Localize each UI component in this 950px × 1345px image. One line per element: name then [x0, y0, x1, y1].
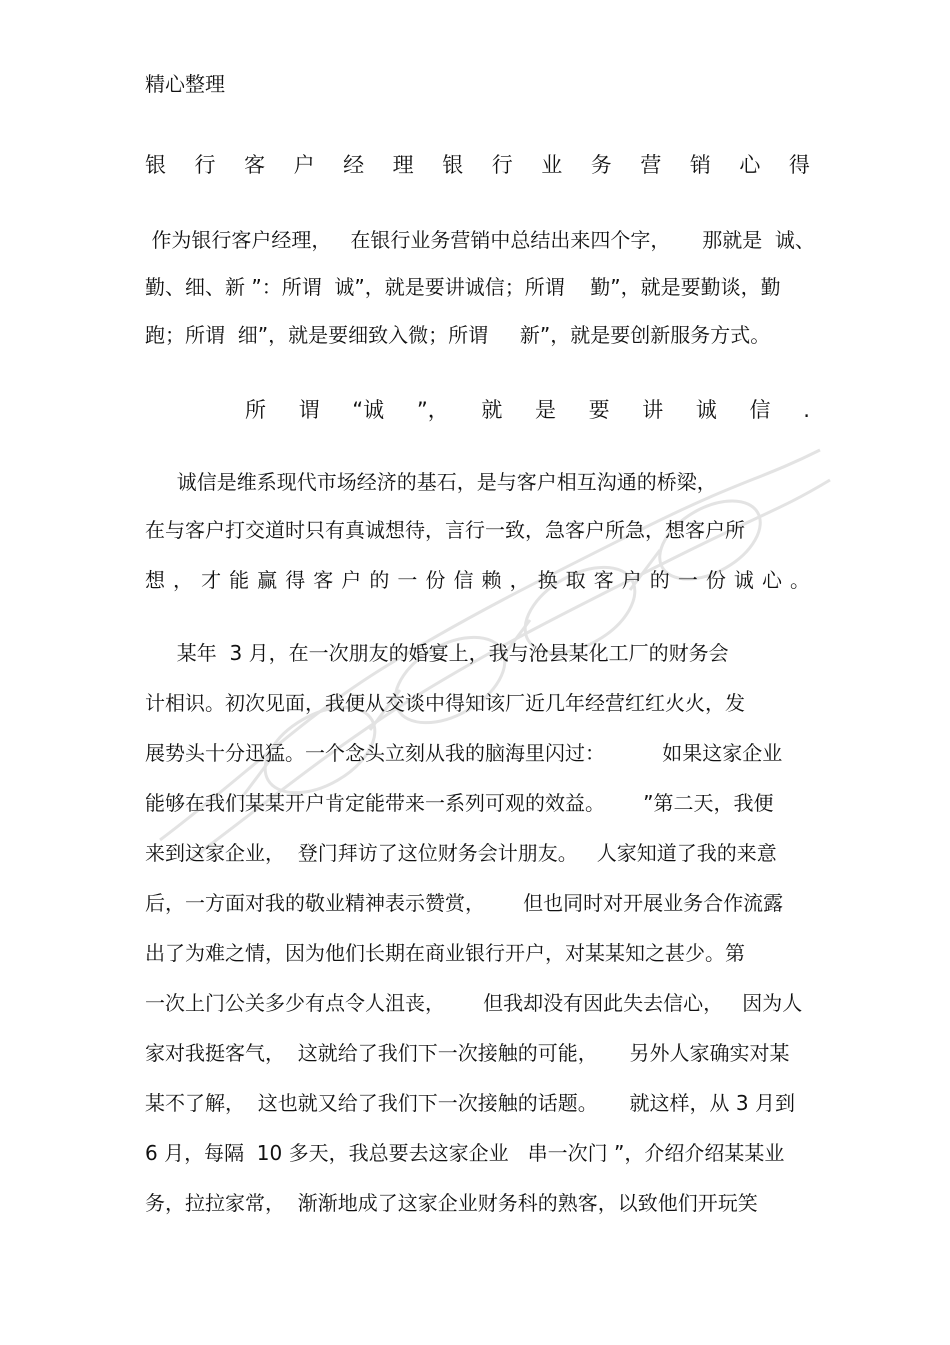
paragraph-line: 后，一方面对我的敬业精神表示赞赏， 但也同时对开展业务合作流露 [145, 891, 784, 915]
paragraph-line: 展势头十分迅猛。一个念头立刻从我的脑海里闪过： 如果这家企业 [145, 741, 783, 765]
document-title [145, 150, 810, 180]
title-char: 行 [491, 153, 513, 177]
title-char: 得 [788, 153, 810, 177]
heading-char: ”， [416, 398, 449, 422]
heading-char: 诚 [695, 398, 717, 422]
paragraph-line: 想，才能赢得客户的一份信赖，换取客户的一份诚心。 [145, 568, 810, 592]
title-char: 银 [145, 153, 166, 177]
paragraph-line: 能够在我们某某开户肯定能带来一系列可观的效益。 ”第二天，我便 [145, 791, 774, 815]
title-char: 理 [392, 153, 414, 177]
section-heading [245, 395, 810, 425]
title-char: 客 [244, 153, 266, 177]
intro-line: 勤、细、新 ”：所谓 诚”，就是要讲诚信；所谓 勤”，就是要勤谈，勤 [145, 275, 781, 299]
paragraph-line: 在与客户打交道时只有真诚想待，言行一致，急客户所急，想客户所 [145, 518, 745, 542]
intro-line: 跑；所谓 细”，就是要细致入微；所谓 新”，就是要创新服务方式。 [145, 323, 771, 347]
title-char: 银 [442, 153, 464, 177]
paragraph-line: 一次上门公关多少有点令人沮丧， 但我却没有因此失去信心， 因为人 [145, 991, 803, 1015]
heading-char: 就 [481, 398, 503, 422]
heading-char: 谓 [298, 398, 320, 422]
heading-char: 要 [588, 398, 610, 422]
title-char: 销 [689, 153, 711, 177]
paragraph-line: 出了为难之情，因为他们长期在商业银行开户，对某某知之甚少。第 [145, 941, 745, 965]
title-char: 经 [343, 153, 365, 177]
paragraph-line: 某不了解， 这也就又给了我们下一次接触的话题。 就这样，从 3 月到 [145, 1091, 795, 1115]
paragraph-line: 计相识。初次见面，我便从交谈中得知该厂近几年经营红红火火，发 [145, 691, 745, 715]
paragraph-line: 来到这家企业， 登门拜访了这位财务会计朋友。 人家知道了我的来意 [145, 841, 777, 865]
paragraph-line: 家对我挺客气， 这就给了我们下一次接触的可能， 另外人家确实对某 [145, 1041, 790, 1065]
paragraph-line: 某年 3 月，在一次朋友的婚宴上，我与沧县某化工厂的财务会 [145, 641, 729, 665]
paragraph-line: 6 月，每隔 10 多天，我总要去这家企业 串一次门 ”，介绍介绍某某业 [145, 1141, 785, 1165]
heading-char: 是 [534, 398, 556, 422]
heading-char: “诚 [352, 398, 385, 422]
intro-line: 作为银行客户经理， 在银行业务营销中总结出来四个字， 那就是 诚、 [145, 228, 815, 252]
paragraph-line: 诚信是维系现代市场经济的基石，是与客户相互沟通的桥梁， [145, 470, 717, 494]
title-char: 户 [293, 153, 315, 177]
heading-char: 信 [749, 398, 771, 422]
paragraph-line: 务，拉拉家常， 渐渐地成了这家企业财务科的熟客，以致他们开玩笑 [145, 1191, 758, 1215]
title-char: 业 [541, 153, 563, 177]
title-char: 心 [739, 153, 761, 177]
heading-char: 所 [245, 398, 266, 422]
heading-char: 讲 [642, 398, 664, 422]
title-char: 行 [194, 153, 216, 177]
heading-char: . [803, 398, 810, 422]
header-note: 精心整理 [145, 72, 225, 96]
title-char: 务 [590, 153, 612, 177]
title-char: 营 [640, 153, 662, 177]
